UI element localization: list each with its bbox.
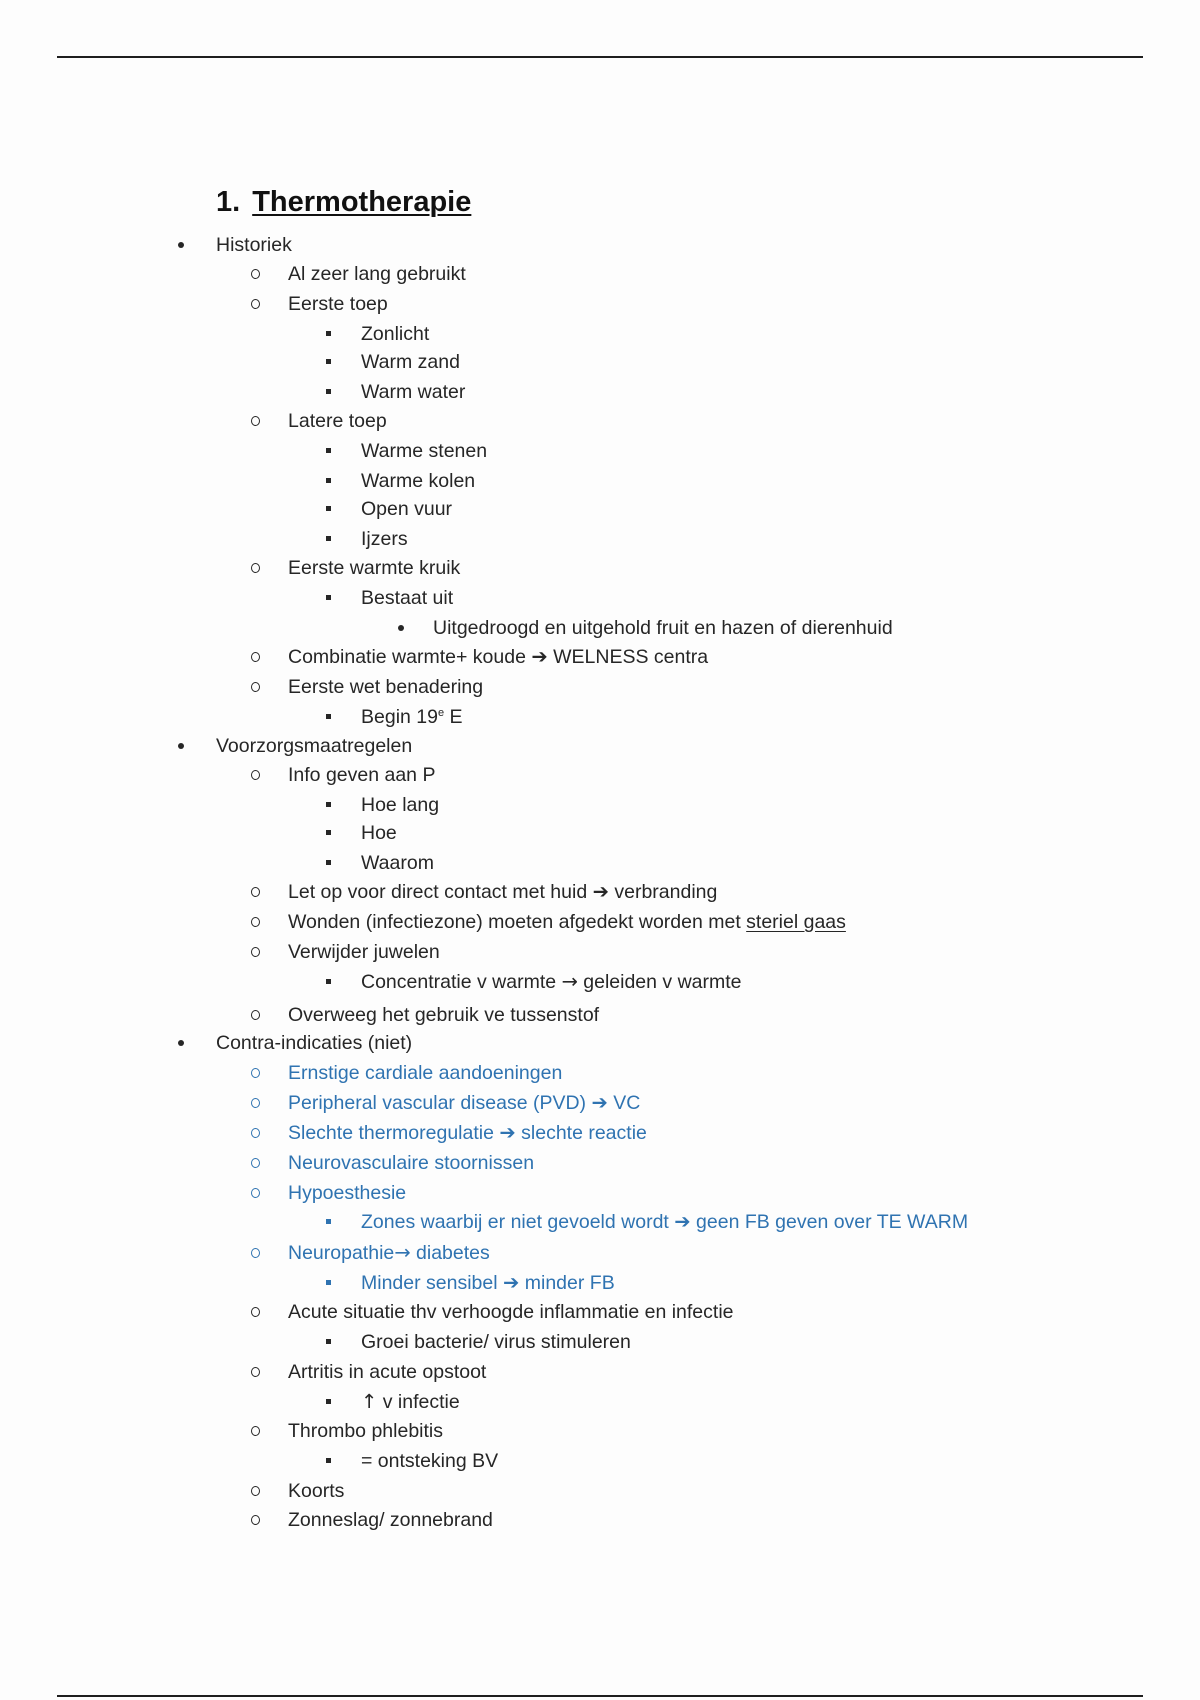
square-bullet-icon: [325, 1270, 335, 1296]
arrow-right-icon: ➔: [499, 1121, 516, 1144]
arrow-right-icon: ➔: [503, 1271, 520, 1294]
circle-bullet-icon: [251, 1299, 265, 1325]
circle-bullet-icon: [251, 1240, 265, 1266]
bullet-icon: [176, 733, 190, 759]
square-bullet-icon: [325, 585, 335, 611]
circle-bullet-icon: [251, 1507, 265, 1533]
square-bullet-icon: [325, 496, 335, 522]
circle-bullet-icon: [251, 674, 265, 700]
circle-bullet-icon: [251, 1359, 265, 1385]
circle-bullet-icon: [251, 1060, 265, 1086]
square-bullet-icon: [325, 792, 335, 818]
circle-bullet-icon: [251, 1478, 265, 1504]
square-bullet-icon: [325, 1209, 335, 1235]
square-bullet-icon: [325, 820, 335, 846]
square-bullet-icon: [325, 379, 335, 405]
bullet-icon: [176, 232, 190, 258]
square-bullet-icon: [325, 850, 335, 876]
circle-bullet-icon: [251, 879, 265, 905]
arrow-right-icon: ➔: [591, 1091, 608, 1114]
square-bullet-icon: [325, 1329, 335, 1355]
arrow-right-icon: ➔: [592, 880, 609, 903]
square-bullet-icon: [325, 349, 335, 375]
circle-bullet-icon: [251, 261, 265, 287]
arrow-right-icon: ➔: [674, 1210, 691, 1233]
footer-rule: [57, 1695, 1143, 1697]
square-bullet-icon: [325, 969, 335, 995]
square-bullet-icon: [325, 1448, 335, 1474]
square-bullet-icon: [325, 704, 335, 730]
circle-bullet-icon: [251, 762, 265, 788]
heading-number: 1.: [216, 186, 241, 218]
circle-bullet-icon: [251, 1418, 265, 1444]
arrow-right-icon: ➔: [531, 645, 548, 668]
circle-bullet-icon: [251, 1090, 265, 1116]
circle-bullet-icon: [251, 1120, 265, 1146]
square-bullet-icon: [325, 468, 335, 494]
heading-title: Thermotherapie: [252, 186, 472, 218]
bullet-icon: [176, 1030, 190, 1056]
circle-bullet-icon: [251, 408, 265, 434]
circle-bullet-icon: [251, 909, 265, 935]
arrow-up-icon: ↑: [361, 1390, 378, 1413]
circle-bullet-icon: [251, 291, 265, 317]
circle-bullet-icon: [251, 1150, 265, 1176]
circle-bullet-icon: [251, 555, 265, 581]
circle-bullet-icon: [251, 939, 265, 965]
circle-bullet-icon: [251, 1180, 265, 1206]
circle-bullet-icon: [251, 1002, 265, 1028]
header-rule: [57, 56, 1143, 58]
square-bullet-icon: [325, 438, 335, 464]
bullet-icon: [397, 615, 407, 641]
circle-bullet-icon: [251, 644, 265, 670]
square-bullet-icon: [325, 526, 335, 552]
arrow-right-icon: →: [561, 970, 578, 993]
page-title: [216, 186, 471, 219]
arrow-right-icon: →: [394, 1241, 411, 1264]
square-bullet-icon: [325, 321, 335, 347]
square-bullet-icon: [325, 1389, 335, 1415]
